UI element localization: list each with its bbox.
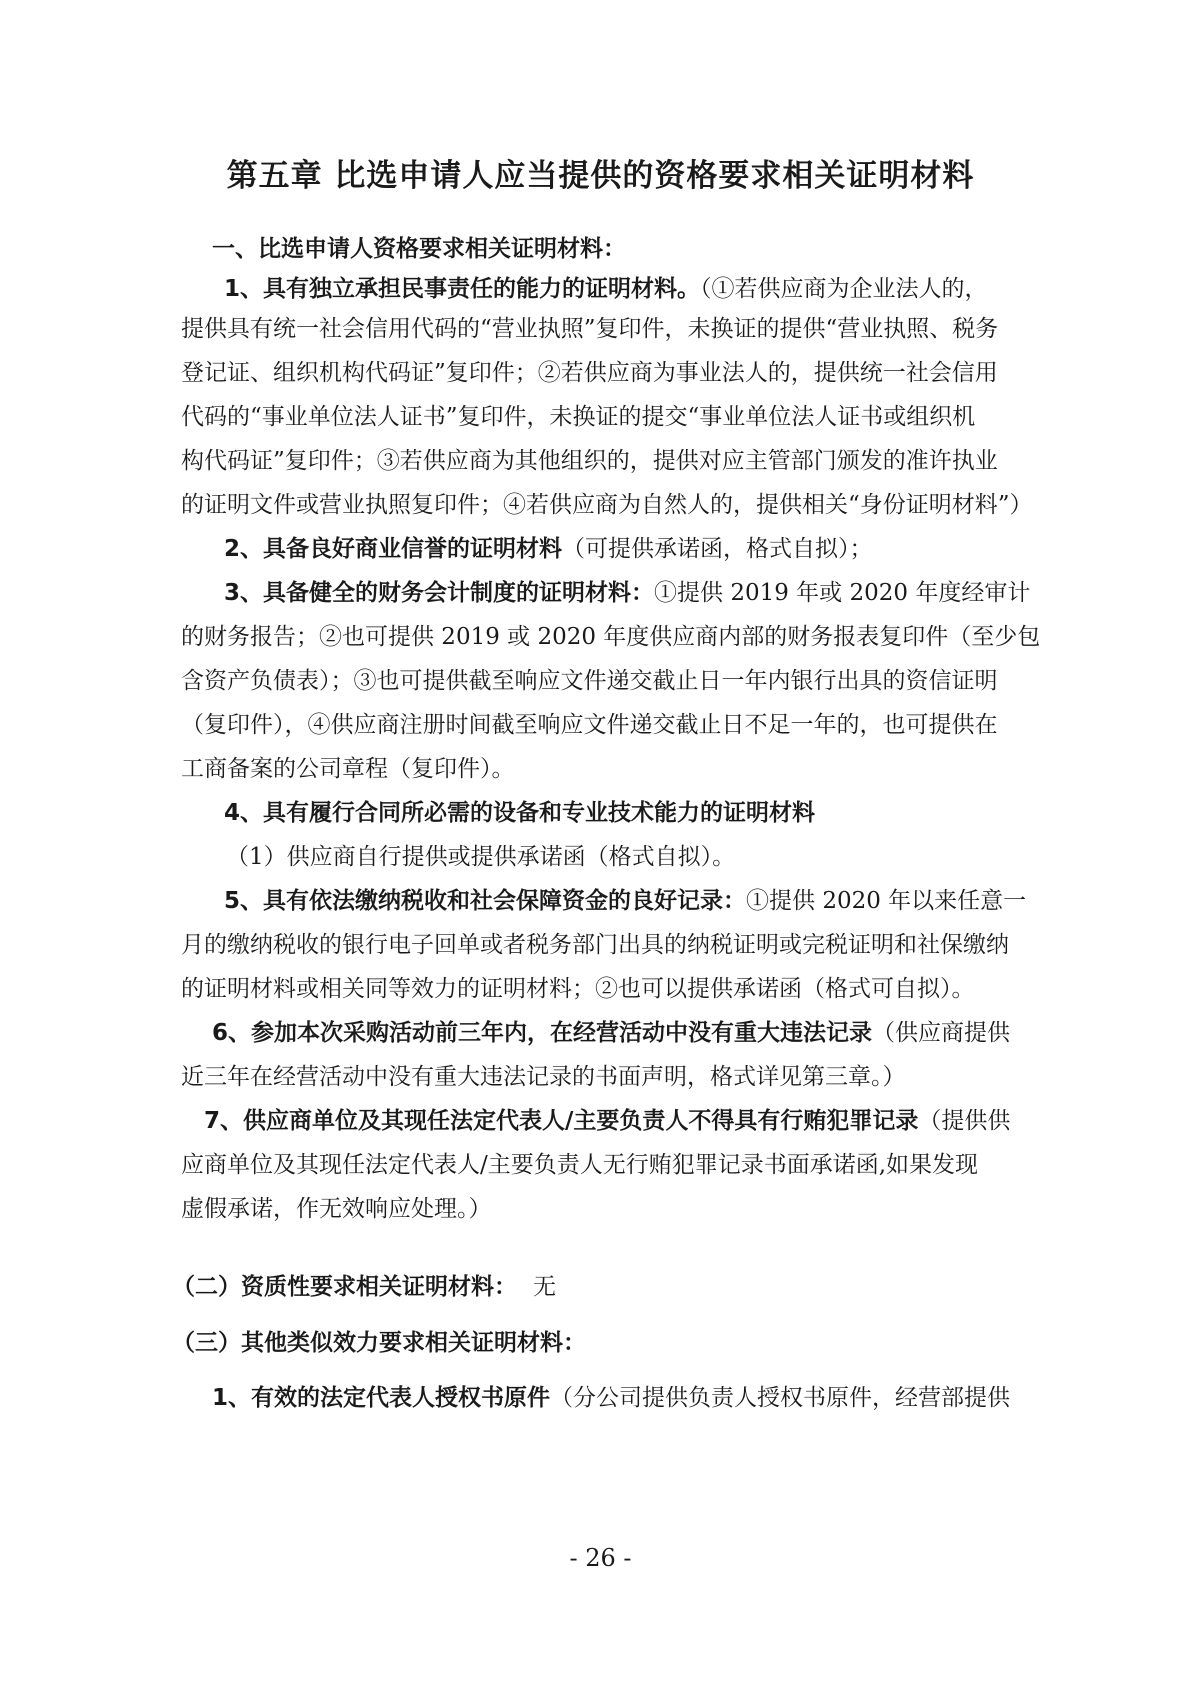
item5-title: 5、具有依法缴纳税收和社会保障资金的良好记录：: [224, 888, 747, 914]
item1-line-1: 1、具有独立承担民事责任的能力的证明材料。（①若供应商为企业法人的，: [224, 276, 988, 302]
section3-item1-line-1: 1、有效的法定代表人授权书原件（分公司提供负责人授权书原件，经营部提供: [212, 1385, 1011, 1411]
item6-line-1: 6、参加本次采购活动前三年内，在经营活动中没有重大违法记录（供应商提供: [212, 1020, 1011, 1046]
item2-title: 2、具备良好商业信誉的证明材料: [224, 536, 563, 562]
item4-title: 4、具有履行合同所必需的设备和专业技术能力的证明材料: [224, 800, 816, 826]
item5-line-1: 5、具有依法缴纳税收和社会保障资金的良好记录：①提供 2020 年以来任意一: [224, 888, 1027, 914]
item7-line-3: 虚假承诺，作无效响应处理。）: [181, 1196, 492, 1222]
section2-value: 无: [533, 1274, 556, 1300]
item3-line-2: 的财务报告；②也可提供 2019 或 2020 年度供应商内部的财务报表复印件（至少包: [181, 624, 1041, 650]
item1-line-2: 提供具有统一社会信用代码的“营业执照”复印件，未换证的提供“营业执照、税务: [181, 316, 999, 342]
item7-title: 7、供应商单位及其现任法定代表人/主要负责人不得具有行贿犯罪记录: [204, 1108, 919, 1134]
item3-line-4: （复印件），④供应商注册时间截至响应文件递交截止日不足一年的，也可提供在: [181, 712, 998, 738]
section3-item1-title: 1、有效的法定代表人授权书原件: [212, 1385, 551, 1411]
item7-line-2: 应商单位及其现任法定代表人/主要负责人无行贿犯罪记录书面承诺函,如果发现: [181, 1152, 979, 1178]
item3-title: 3、具备健全的财务会计制度的证明材料：: [224, 580, 655, 606]
item1-line-3: 登记证、组织机构代码证”复印件；②若供应商为事业法人的，提供统一社会信用: [181, 360, 998, 386]
item7-line-1: 7、供应商单位及其现任法定代表人/主要负责人不得具有行贿犯罪记录（提供供: [204, 1108, 1011, 1134]
section2-heading: （二）资质性要求相关证明材料：: [172, 1274, 517, 1300]
item5-line-2: 月的缴纳税收的银行电子回单或者税务部门出具的纳税证明或完税证明和社保缴纳: [181, 932, 1009, 958]
chapter-title: 第五章 比选申请人应当提供的资格要求相关证明材料: [226, 158, 975, 194]
item3-line-1: 3、具备健全的财务会计制度的证明材料：①提供 2019 年或 2020 年度经审计: [224, 580, 1031, 606]
item1-line-4: 代码的“事业单位法人证书”复印件，未换证的提交“事业单位法人证书或组织机: [181, 404, 976, 430]
item5-line-3: 的证明材料或相关同等效力的证明材料；②也可以提供承诺函（格式可自拟）。: [181, 976, 975, 1002]
item2-line-1: 2、具备良好商业信誉的证明材料（可提供承诺函，格式自拟）；: [224, 536, 873, 562]
item1-title: 1、具有独立承担民事责任的能力的证明材料。: [224, 276, 701, 302]
section3-heading: （三）其他类似效力要求相关证明材料：: [172, 1330, 586, 1356]
item1-line-6: 的证明文件或营业执照复印件；④若供应商为自然人的，提供相关“身份证明材料”）: [181, 492, 1033, 518]
section2-line: [172, 1271, 1052, 1303]
item6-line-2: 近三年在经营活动中没有重大违法记录的书面声明，格式详见第三章。）: [181, 1064, 906, 1090]
item3-line-3: 含资产负债表）；③也可提供截至响应文件递交截止日一年内银行出具的资信证明: [181, 668, 998, 694]
section1-heading: 一、比选申请人资格要求相关证明材料：: [212, 236, 626, 262]
item3-line-5: 工商备案的公司章程（复印件）。: [181, 756, 515, 782]
item1-line-5: 构代码证”复印件；③若供应商为其他组织的，提供对应主管部门颁发的准许执业: [181, 448, 998, 474]
item4-line-2: （1）供应商自行提供或提供承诺函（格式自拟）。: [226, 844, 736, 870]
item6-title: 6、参加本次采购活动前三年内，在经营活动中没有重大违法记录: [212, 1020, 873, 1046]
page-number: - 26 -: [569, 1544, 632, 1572]
